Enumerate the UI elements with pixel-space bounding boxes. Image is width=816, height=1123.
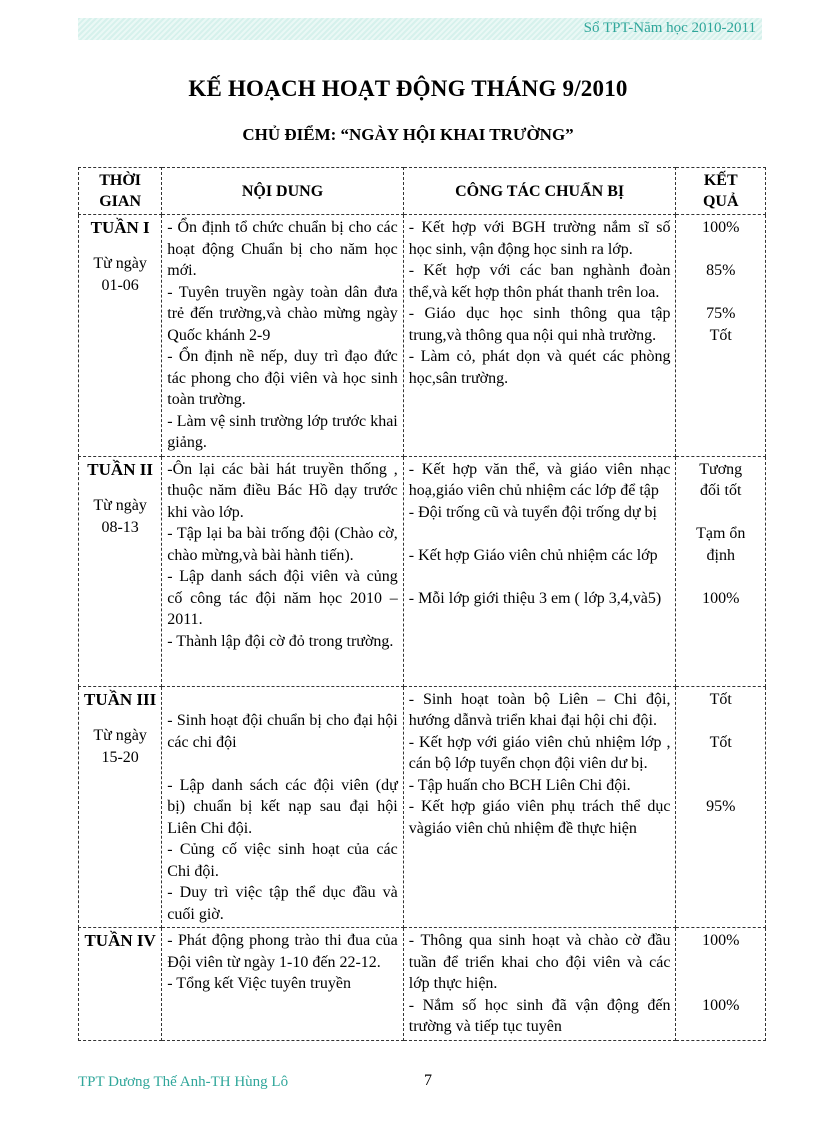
- result-value: 95%: [706, 798, 736, 815]
- result-value: 75%: [706, 305, 736, 322]
- prep-item: - Thông qua sinh hoạt và chào cờ đầu tuần để triển khai cho đội viên và các lớp thực hiện.: [408, 932, 671, 992]
- content-item: -Ôn lại các bài hát truyền thống , thuộc năm điều Bác Hồ dạy trước khi vào lớp.: [167, 460, 398, 521]
- result-value: [681, 566, 760, 588]
- prep-item: - Nắm số học sinh đã vận động đến trường và tiếp tục tuyên: [408, 996, 671, 1035]
- week-cell: [79, 686, 162, 928]
- content-item: - Tuyên truyền ngày toàn dân đưa trẻ đến trường,và chào mừng ngày Quốc khánh 2-9: [167, 283, 398, 344]
- header-time: [79, 168, 162, 215]
- result-cell: [676, 456, 766, 686]
- content-cell: [162, 456, 403, 686]
- header-prep: CÔNG TÁC CHUẨN BỊ: [403, 168, 676, 215]
- result-value: Tốt: [709, 690, 732, 708]
- week-cell: [79, 928, 162, 1041]
- prep-item: - Sinh hoạt toàn bộ Liên – Chi đội, hướng dẫnvà triển khai đại hội chi đội.: [408, 690, 671, 729]
- prep-cell: [403, 928, 676, 1041]
- result-value: 100%: [702, 589, 740, 607]
- content-item: - Duy trì việc tập thể dục đầu và cuối giờ.: [167, 884, 398, 923]
- content-cell: [162, 928, 403, 1041]
- week-date-range: Từ ngày: [93, 496, 147, 514]
- result-value: Tốt: [709, 326, 732, 344]
- result-cell: [676, 686, 766, 928]
- header-result: [676, 168, 766, 215]
- result-value: [681, 710, 760, 732]
- result-value: [681, 952, 760, 974]
- prep-item: - Mỗi lớp giới thiệu 3 em ( lớp 3,4,và5): [408, 589, 662, 607]
- prep-item: - Đội trống cũ và tuyển đội trống dự bị: [408, 503, 657, 521]
- week-name: TUẦN I: [90, 218, 150, 237]
- week-gap: [84, 711, 156, 725]
- week-gap: [84, 239, 156, 253]
- week-date-range: Từ ngày: [93, 255, 147, 272]
- week-date-range: Từ ngày: [93, 726, 147, 744]
- result-value: [681, 753, 760, 775]
- prep-item: - Tập huấn cho BCH Liên Chi đội.: [408, 776, 631, 794]
- result-value: 85%: [706, 262, 736, 279]
- prep-item: [409, 523, 671, 545]
- week-name: TUẦN III: [84, 689, 157, 709]
- result-cell: [676, 215, 766, 457]
- prep-cell: [403, 686, 676, 928]
- header-content: NỘI DUNG: [162, 168, 403, 215]
- result-value: [681, 973, 760, 995]
- content-item: - Lập danh sách đội viên và củng cố công tác đội năm học 2010 – 2011.: [167, 568, 398, 628]
- header-text: Sổ TPT-Năm học 2010-2011: [583, 20, 756, 36]
- week-cell: [79, 215, 162, 457]
- page-subtitle: CHỦ ĐIỂM: “NGÀY HỘI KHAI TRƯỜNG”: [242, 125, 574, 144]
- result-value: [681, 239, 760, 261]
- week-name: TUẦN IV: [84, 931, 156, 950]
- content-item: - Tổng kết Việc tuyên truyền: [167, 975, 351, 992]
- result-value: [681, 502, 760, 524]
- header-result-line-1: KẾT: [703, 172, 738, 189]
- week-cell: [79, 456, 162, 686]
- result-value: [681, 775, 760, 797]
- content-item: - Phát động phong trào thi đua của Đội viên từ ngày 1-10 đến 22-12.: [167, 932, 398, 971]
- week-date-range: 08-13: [101, 518, 139, 536]
- footer-author: TPT Dương Thế Anh-TH Hùng Lô: [78, 1074, 289, 1090]
- result-cell: [676, 928, 766, 1041]
- prep-item: - Kết hợp với giáo viên chủ nhiệm lớp , cán bộ lớp tuyển chọn đội viên dư bị.: [408, 733, 671, 772]
- week-date-range: 01-06: [101, 277, 139, 294]
- result-value: đối tốt: [700, 482, 742, 499]
- prep-item: - Kết hợp giáo viên phụ trách thể dục vàgiáo viên chủ nhiệm đề thực hiện: [408, 798, 671, 837]
- page-number: 7: [424, 1072, 432, 1089]
- header-time-line-2: GIAN: [99, 193, 142, 210]
- content-cell: [162, 215, 403, 457]
- result-value: định: [706, 546, 735, 564]
- page-title: KẾ HOẠCH HOẠT ĐỘNG THÁNG 9/2010: [188, 76, 628, 101]
- result-value: Tương: [699, 460, 743, 478]
- week-name: TUẦN II: [87, 459, 153, 479]
- prep-item: - Kết hợp Giáo viên chủ nhiệm các lớp: [408, 546, 658, 564]
- content-item: - Sinh hoạt đội chuẩn bị cho đại hội các chi đội: [167, 712, 398, 751]
- content-item: [167, 689, 397, 711]
- week-date-range: 15-20: [101, 748, 139, 766]
- table-row: [79, 686, 766, 928]
- week-gap: [84, 481, 156, 495]
- result-value: [681, 282, 760, 304]
- header-result-line-2: QUẢ: [702, 193, 739, 210]
- prep-item: - Kết hợp với các ban nghành đoàn thể,và kết hợp thôn phát thanh trên loa.: [408, 262, 671, 301]
- prep-cell: [403, 215, 676, 457]
- result-value: 100%: [702, 996, 740, 1014]
- prep-item: - Kết hợp với BGH trường nắm sĩ số học sinh, vận động học sinh ra lớp.: [408, 219, 671, 258]
- content-item: - Tập lại ba bài trống đội (Chào cờ, chào mừng,và bài hành tiến).: [167, 525, 398, 564]
- prep-item: - Làm cỏ, phát dọn và quét các phòng học,sân trường.: [408, 348, 671, 387]
- result-value: Tạm ổn: [696, 525, 746, 542]
- content-item: - Thành lập đội cờ đỏ trong trường.: [167, 632, 394, 650]
- content-item: - Củng cố việc sinh hoạt của các Chi đội.: [167, 841, 398, 880]
- header-time-line-1: THỜI: [99, 172, 142, 189]
- prep-item: - Giáo dục học sinh thông qua tập trung,và thông qua nội qui nhà trường.: [408, 305, 671, 344]
- content-cell: [162, 686, 403, 928]
- table-row: [79, 928, 766, 1041]
- result-value: 100%: [702, 219, 740, 236]
- result-value: 100%: [702, 932, 740, 949]
- content-item: - Ổn định tổ chức chuẩn bị cho các hoạt động Chuẩn bị cho năm học mới.: [167, 219, 398, 279]
- activity-plan-table: [78, 167, 766, 1041]
- result-value: Tốt: [709, 733, 732, 751]
- prep-item: [409, 566, 671, 588]
- content-item: [167, 753, 397, 775]
- content-item: - Lập danh sách các đội viên (dự bị) chuẩn bị kết nạp sau đại hội Liên Chi đội.: [167, 776, 398, 837]
- prep-cell: [403, 456, 676, 686]
- content-item: - Làm vệ sinh trường lớp trước khai giảng.: [167, 412, 398, 451]
- table-row: [79, 215, 766, 457]
- table-header-row: [79, 168, 766, 215]
- prep-item: - Kết hợp văn thể, và giáo viên nhạc hoạ,giáo viên chủ nhiệm các lớp để tập: [408, 460, 671, 499]
- content-item: - Ổn định nề nếp, duy trì đạo đức tác phong cho đội viên và học sinh toàn trường.: [167, 348, 398, 408]
- table-row: [79, 456, 766, 686]
